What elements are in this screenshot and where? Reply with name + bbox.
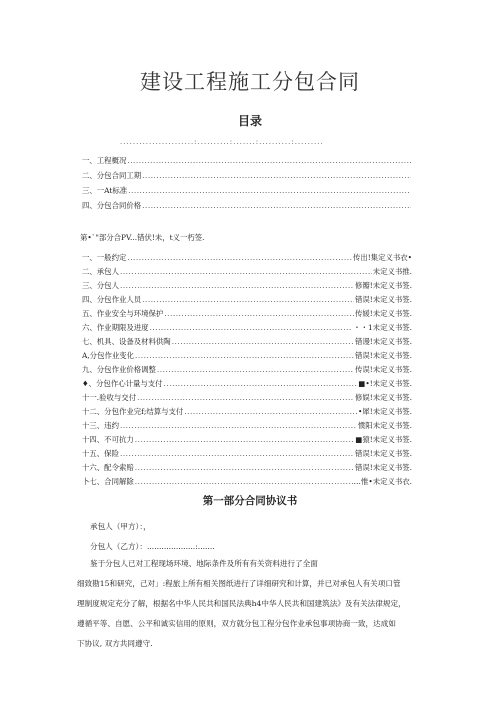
toc-entry-label: 二、分包合同工期 [82, 171, 142, 180]
toc-entry-label: 十三、违约 [82, 421, 119, 430]
toc-entry[interactable] [82, 462, 412, 474]
toc-entry[interactable] [82, 476, 412, 488]
toc-entry-page: 传出!集定义书衣• [352, 253, 412, 262]
toc-entry-page: ■猿!未定义书签. [355, 435, 412, 444]
toc-entry[interactable] [82, 266, 412, 278]
toc-entry-page: •犀!未定义书签. [357, 407, 412, 416]
toc-entry[interactable] [82, 170, 412, 182]
subcontractor-line: 分包人（乙方）：....................:....... [90, 542, 215, 551]
toc-entry-page: 未定义书推. [372, 267, 412, 276]
toc-entry[interactable] [82, 200, 412, 212]
toc-heading: 目录 [237, 114, 262, 128]
toc-entry-page: ■•!未定义书签. [358, 379, 412, 388]
toc-entry-label: 三、一At标准 [82, 186, 128, 195]
toc-entry[interactable] [82, 155, 412, 167]
toc-entry[interactable] [82, 280, 412, 292]
toc-section-heading[interactable]: 第•`"部分合PV...错伏!未，t义一朽签. [80, 233, 205, 242]
toc-entry[interactable] [82, 364, 412, 376]
toc-entry-label: 四、分包作业人员 [82, 295, 142, 304]
toc-entry[interactable] [82, 406, 412, 418]
toc-entry-page: 修瓣!未定义书签. [354, 281, 412, 290]
toc-entry-label: 十五、保险 [82, 449, 119, 458]
paragraph-line: 鉴于分包人已对工程现场环境、地际条件及所有有关资料进行了全面 [90, 559, 318, 568]
toc-entry-label: 九、分包作业价格调整 [82, 365, 156, 374]
toc-entry-label: 十二、分包作业完f;结算与支付 [82, 407, 184, 416]
agreement-paragraph [77, 554, 432, 654]
paragraph-line: 理制度规定充分了解，根据名中华人民共和国民法典h4中华人民共和国建筑法》及有关法律规定， [77, 599, 406, 608]
toc-entry[interactable] [82, 308, 412, 320]
toc-entry[interactable] [82, 322, 412, 334]
toc-entry-page: 惯阳未定义书签. [357, 421, 412, 430]
toc-entry-label: 十四、不可抗力 [82, 435, 134, 444]
paragraph-line: 遵循平等、自愿、公平和诚实信用的原则，双方就分包工程分包作业承包事项协商一致，达成如 [77, 619, 396, 628]
toc-entry-label: 一、一般约定 [82, 253, 127, 262]
toc-entry-page: ・・1未定义书签. [353, 323, 412, 332]
toc-entry-label: 三、分包人 [82, 281, 119, 290]
toc-entry-page: 错误!未定义书签. [354, 351, 412, 360]
paragraph-line: 下协议, 双方共同遵守. [77, 639, 153, 648]
toc-entry-label: 一、工程概况 [82, 156, 127, 165]
toc-entry[interactable] [82, 294, 412, 306]
toc-entry-page: 修娱!未定义书签. [354, 393, 412, 402]
toc-entry-label: 二、承包人 [82, 267, 119, 276]
toc-entry-label: 四、分包合同价格 [82, 201, 142, 210]
toc-entry[interactable] [82, 378, 412, 390]
toc-entry-label: ♦、分包作心计量与支付 [82, 379, 163, 388]
toc-dots-line: .......................:..........:.......:..........:......... [120, 138, 324, 146]
toc-entry[interactable] [82, 350, 412, 362]
document-title: 建设工程施工分包合同 [140, 70, 360, 94]
contractor-line: 承包人（甲方）：， [90, 522, 151, 531]
toc-entry[interactable] [82, 448, 412, 460]
toc-entry-page: 错谩!未定义书签. [354, 337, 412, 346]
toc-entry[interactable] [82, 185, 412, 197]
toc-entry-label: 五、作业安全与环境保护 [82, 309, 164, 318]
toc-entry-label: 六、作业期限及进度 [82, 323, 149, 332]
toc-entry-label: A,分包作业变化 [82, 351, 135, 360]
toc-entry-page: 传误!未定义书签. [354, 365, 412, 374]
toc-entry-label: 十六、配令索赔 [82, 463, 134, 472]
toc-entry-label: 七、机具、设备及材料供陶 [82, 337, 171, 346]
toc-entry[interactable] [82, 434, 412, 446]
toc-entry[interactable] [82, 420, 412, 432]
toc-entry-page: 错误!未定义书签. [354, 449, 412, 458]
part-heading: 第一部分合同协议书 [202, 495, 298, 507]
toc-entry[interactable] [82, 252, 412, 264]
toc-entry-page: 错误!未定义书签. [354, 463, 412, 472]
toc-entry-page: …惟•未定义书衣. [353, 477, 412, 486]
toc-entry-label: 十一.验收与交付 [82, 393, 137, 402]
toc-entry[interactable] [82, 336, 412, 348]
toc-entry-page: 错误!未定义书签. [354, 295, 412, 304]
toc-entry-page: 传媛!未定义书签. [354, 309, 412, 318]
toc-entry-label: 卜七、合同解除 [82, 477, 134, 486]
paragraph-line: 细致勘15和研究，己对」:程旅上所有相关图纸进行了详细研究和计算，并已对承包人有关项口管 [77, 579, 401, 588]
toc-entry[interactable] [82, 392, 412, 404]
